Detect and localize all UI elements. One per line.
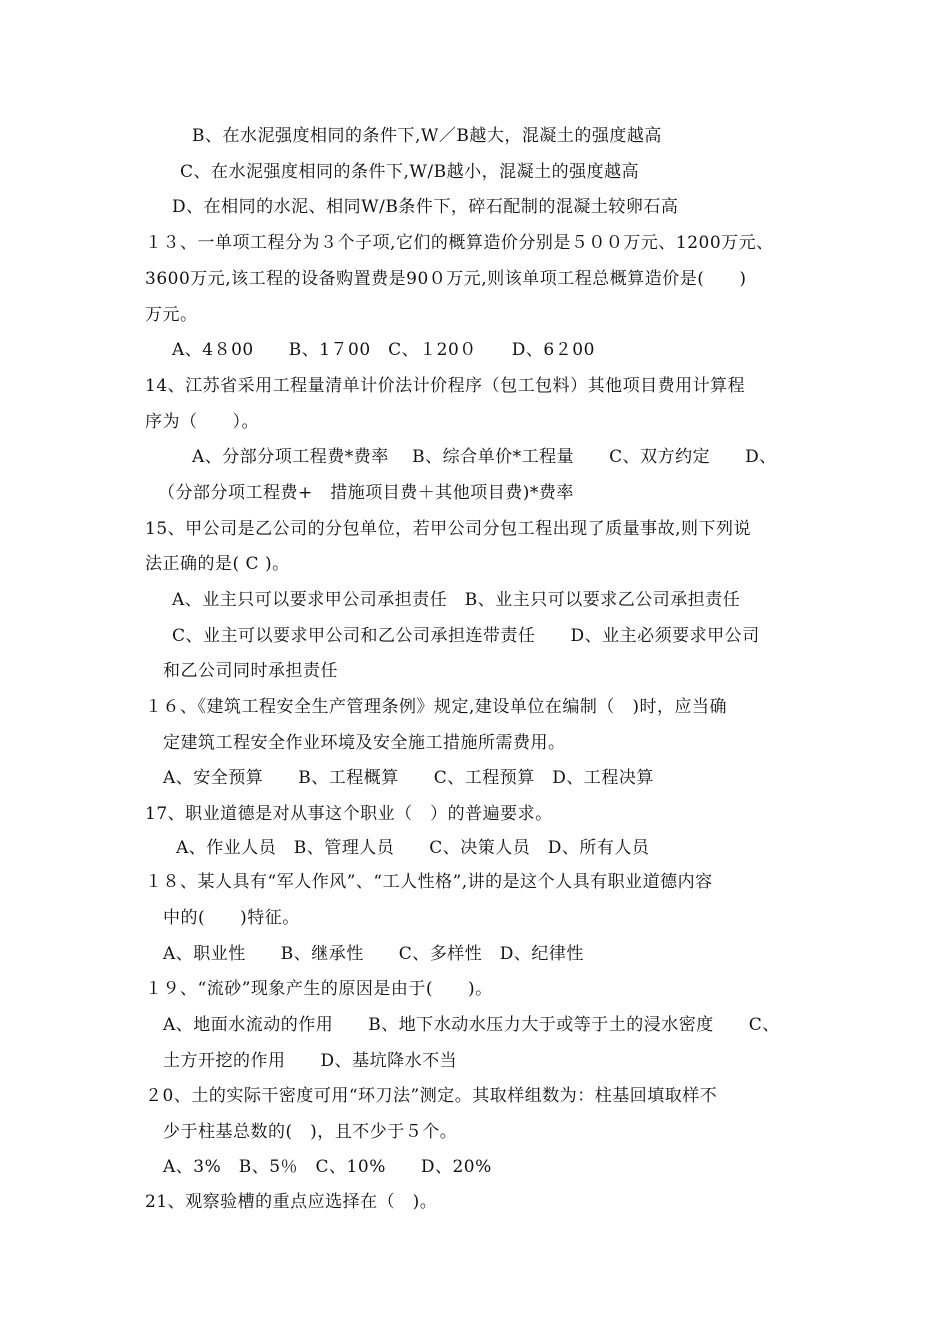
option-line: A、职业性 B、继承性 C、多样性 D、纪律性 bbox=[163, 944, 584, 964]
option-line: 土方开挖的作用 D、基坑降水不当 bbox=[163, 1051, 458, 1071]
option-line: A、3% B、5％ C、10% D、20% bbox=[163, 1157, 492, 1177]
question-line: １６、《建筑工程安全生产管理条例》规定,建设单位在编制（ )时，应当确 bbox=[145, 697, 728, 717]
option-line: （分部分项工程费+ 措施项目费＋其他项目费)*费率 bbox=[158, 483, 574, 503]
question-line: 3600万元,该工程的设备购置费是90０万元,则该单项工程总概算造价是( ) bbox=[145, 269, 747, 289]
question-line: １３、一单项工程分为３个子项,它们的概算造价分别是５００万元、1200万元、 bbox=[145, 233, 774, 253]
question-line: 法正确的是( C )。 bbox=[145, 554, 290, 574]
option-line: C、在水泥强度相同的条件下,W/B越小，混凝土的强度越高 bbox=[180, 162, 640, 182]
question-line: 序为（ ）。 bbox=[145, 412, 259, 432]
question-line: １８、某人具有“军人作风”、“工人性格”,讲的是这个人具有职业道德内容 bbox=[145, 872, 713, 892]
option-line: 和乙公司同时承担责任 bbox=[163, 661, 338, 681]
option-line: C、业主可以要求甲公司和乙公司承担连带责任 D、业主必须要求甲公司 bbox=[172, 626, 760, 646]
option-line: A、安全预算 B、工程概算 C、工程预算 D、工程决算 bbox=[163, 768, 654, 788]
option-line: A、地面水流动的作用 B、地下水动水压力大于或等于土的浸水密度 C、 bbox=[163, 1015, 780, 1035]
option-line: B、在水泥强度相同的条件下,W／B越大，混凝土的强度越高 bbox=[192, 126, 662, 146]
question-line: 17、职业道德是对从事这个职业（ ）的普遍要求。 bbox=[145, 804, 553, 824]
question-line: ２0、土的实际干密度可用“环刀法”测定。其取样组数为：柱基回填取样不 bbox=[145, 1086, 718, 1106]
option-line: D、在相同的水泥、相同W/B条件下，碎石配制的混凝土较卵石高 bbox=[172, 197, 679, 217]
option-line: A、分部分项工程费*费率 B、综合单价*工程量 C、双方约定 D、 bbox=[192, 447, 777, 467]
question-line: 中的( )特征。 bbox=[163, 908, 300, 928]
question-line: 少于柱基总数的( )，且不少于５个。 bbox=[163, 1122, 458, 1142]
question-line: 21、观察验槽的重点应选择在（ )。 bbox=[145, 1192, 438, 1212]
question-line: 定建筑工程安全作业环境及安全施工措施所需费用。 bbox=[163, 733, 566, 753]
question-line: 万元。 bbox=[145, 305, 198, 325]
question-line: 15、甲公司是乙公司的分包单位，若甲公司分包工程出现了质量事故,则下列说 bbox=[145, 519, 752, 539]
option-line: A、业主只可以要求甲公司承担责任 B、业主只可以要求乙公司承担责任 bbox=[172, 590, 741, 610]
question-line: 14、江苏省采用工程量清单计价法计价程序（包工包料）其他项目费用计算程 bbox=[145, 376, 746, 396]
option-line: A、作业人员 B、管理人员 C、决策人员 D、所有人员 bbox=[176, 838, 650, 858]
question-line: １９、“流砂”现象产生的原因是由于( )。 bbox=[145, 979, 493, 999]
option-line: A、4８00 B、1７00 C、１20０ D、6２00 bbox=[172, 340, 595, 360]
